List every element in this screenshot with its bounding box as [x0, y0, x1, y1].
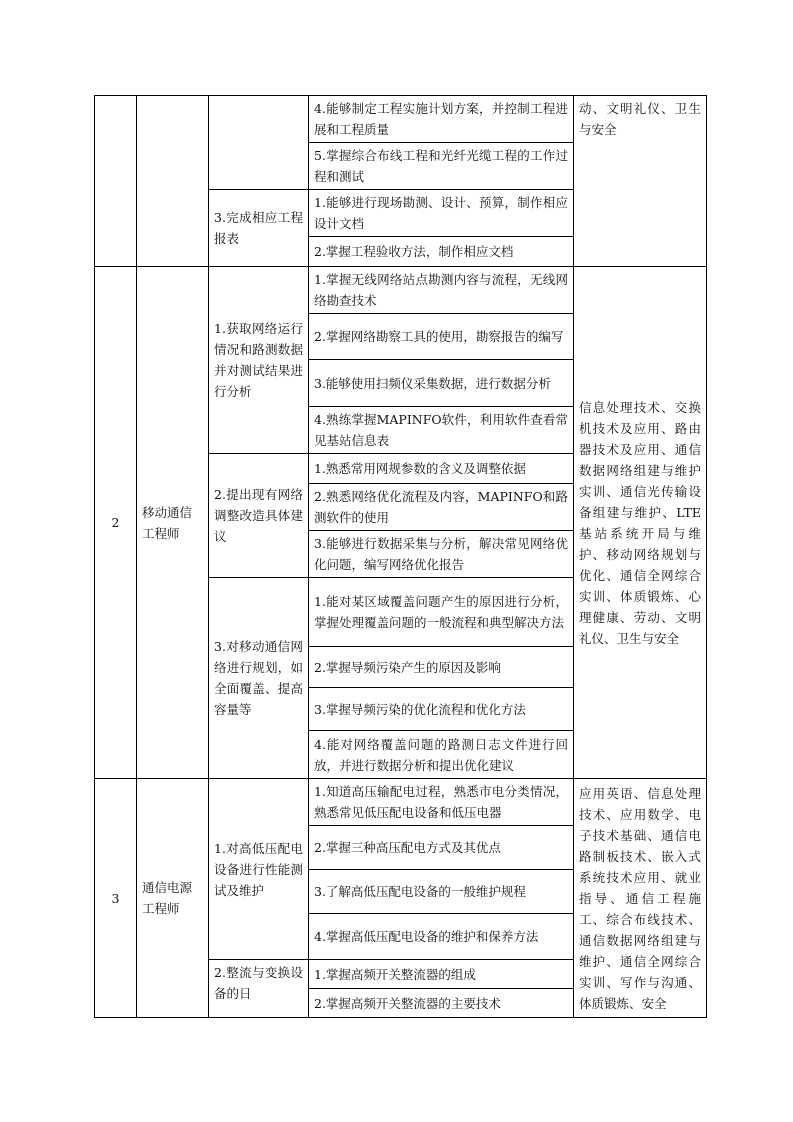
skill-requirement: 2.掌握工程验收方法，制作相应文档 [309, 237, 574, 267]
job-title: 移动通信工程师 [137, 267, 209, 779]
skill-requirement: 2.掌握导频污染产生的原因及影响 [309, 647, 574, 688]
skill-requirement: 1.知道高压输配电过程，熟悉市电分类情况，熟悉常见低压配电设备和低压电器 [309, 779, 574, 826]
job-title [137, 96, 209, 267]
skill-requirement: 3.能够使用扫频仪采集数据，进行数据分析 [309, 360, 574, 407]
skill-requirement: 4.熟练掌握MAPINFO软件，利用软件查看常见基站信息表 [309, 407, 574, 454]
skill-requirement: 4.能对网络覆盖问题的路测日志文件进行回放，并进行数据分析和提出优化建议 [309, 731, 574, 779]
skill-requirement: 1.能对某区域覆盖问题产生的原因进行分析，掌握处理覆盖问题的一般流程和典型解决方法 [309, 578, 574, 647]
row-number: 2 [95, 267, 137, 779]
work-area: 2.提出现有网络调整改造具体建议 [209, 454, 309, 578]
table-row [95, 267, 707, 314]
row-number: 3 [95, 779, 137, 1018]
table-row [95, 96, 707, 143]
skill-requirement: 2.掌握三种高压配电方式及其优点 [309, 826, 574, 870]
curriculum-table [94, 95, 707, 1018]
skill-requirement: 1.熟悉常用网规参数的含义及调整依据 [309, 454, 574, 484]
skill-requirement: 2.掌握高频开关整流器的主要技术 [309, 989, 574, 1018]
skill-requirement: 3.掌握导频污染的优化流程和优化方法 [309, 688, 574, 731]
skill-requirement: 4.掌握高低压配电设备的维护和保养方法 [309, 914, 574, 960]
skill-requirement: 1.掌握无线网络站点勘测内容与流程，无线网络勘查技术 [309, 267, 574, 314]
table-row [95, 779, 707, 826]
related-courses: 动、文明礼仪、卫生与安全 [574, 96, 707, 267]
work-area [209, 96, 309, 190]
skill-requirement: 1.掌握高频开关整流器的组成 [309, 960, 574, 989]
work-area: 3.完成相应工程报表 [209, 190, 309, 267]
work-area: 3.对移动通信网络进行规划，如全面覆盖、提高容量等 [209, 578, 309, 779]
skill-requirement: 3.了解高低压配电设备的一般维护规程 [309, 870, 574, 914]
job-title: 通信电源工程师 [137, 779, 209, 1018]
related-courses: 信息处理技术、交换机技术及应用、路由器技术及应用、通信数据网络组建与维护实训、通信光传输设备组建与维护、LTE基站系统开局与维护、移动网络规划与优化、通信全网综合实训、体质锻炼、心理健康、劳动、文明礼仪、卫生与安全 [574, 267, 707, 779]
skill-requirement: 4.能够制定工程实施计划方案，并控制工程进展和工程质量 [309, 96, 574, 143]
row-number [95, 96, 137, 267]
skill-requirement: 2.熟悉网络优化流程及内容，MAPINFO和路测软件的使用 [309, 484, 574, 531]
skill-requirement: 3.能够进行数据采集与分析，解决常见网络优化问题，编写网络优化报告 [309, 531, 574, 578]
work-area: 2.整流与变换设备的日 [209, 960, 309, 1018]
work-area: 1.获取网络运行情况和路测数据并对测试结果进行分析 [209, 267, 309, 454]
skill-requirement: 1.能够进行现场勘测、设计、预算，制作相应设计文档 [309, 190, 574, 237]
related-courses: 应用英语、信息处理技术、应用数学、电子技术基础、通信电路制板技术、嵌入式系统技术应用、就业指导、通信工程施工、综合布线技术、通信数据网络组建与维护、通信全网综合实训、写作与沟通、体质锻炼、安全 [574, 779, 707, 1018]
skill-requirement: 2.掌握网络勘察工具的使用，勘察报告的编写 [309, 314, 574, 360]
skill-requirement: 5.掌握综合布线工程和光纤光缆工程的工作过程和测试 [309, 143, 574, 190]
work-area: 1.对高低压配电设备进行性能测试及维护 [209, 779, 309, 960]
